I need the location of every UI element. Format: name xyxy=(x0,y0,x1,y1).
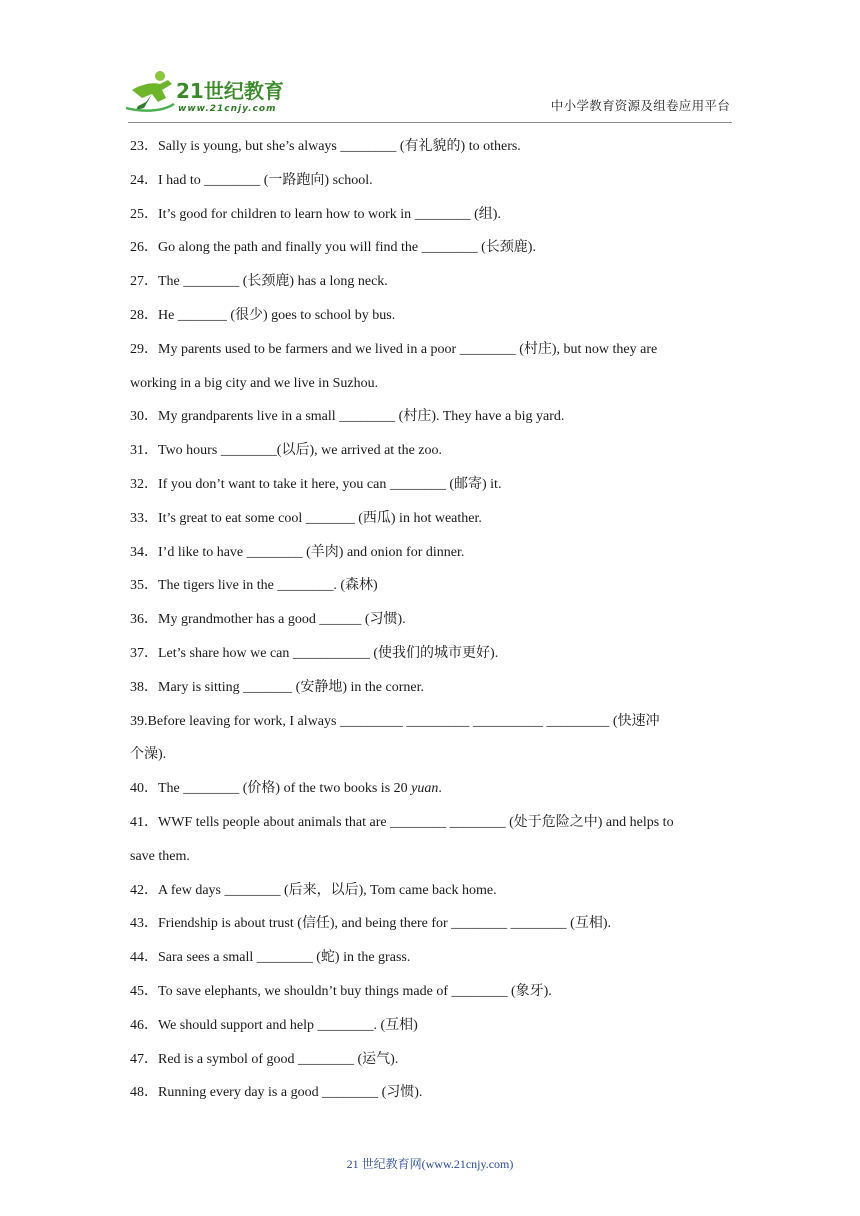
svg-text:www.21cnjy.com: www.21cnjy.com xyxy=(178,104,277,114)
platform-title: 中小学教育资源及组卷应用平台 xyxy=(550,98,730,113)
question-list xyxy=(130,130,732,1110)
question-text: A few days ________ (后来，以后), Tom came back home. xyxy=(158,882,497,898)
question-text: . xyxy=(438,781,442,797)
question-number: 25． xyxy=(130,206,158,222)
question-text: We should support and help ________. (互相) xyxy=(158,1017,418,1033)
question-number: 30． xyxy=(130,409,158,425)
question-number: 36． xyxy=(130,612,158,628)
question-number: 37． xyxy=(130,645,158,661)
question-item xyxy=(130,671,732,705)
question-number: 38． xyxy=(130,679,158,695)
question-item xyxy=(130,637,732,671)
runner-logo-icon xyxy=(122,68,292,116)
question-text: Mary is sitting _______ (安静地) in the corner. xyxy=(158,679,424,695)
question-text: To save elephants, we shouldn’t buy things made of ________ (象牙). xyxy=(158,983,552,999)
question-text: My grandparents live in a small ________ (村庄). They have a big yard. xyxy=(158,409,565,425)
question-item xyxy=(130,1076,732,1110)
question-text: Sally is young, but she’s always ________ (有礼貌的) to others. xyxy=(158,139,521,154)
question-item xyxy=(130,299,732,333)
svg-text:21世纪教育: 21世纪教育 xyxy=(176,79,284,103)
question-text: Two hours ________(以后), we arrived at the zoo. xyxy=(158,443,443,459)
question-number: 39. xyxy=(130,713,148,729)
question-item xyxy=(130,536,732,570)
question-item xyxy=(130,941,732,975)
question-text: Running every day is a good ________ (习惯). xyxy=(158,1085,423,1101)
question-text: If you don’t want to take it here, you can ________ (邮寄) it. xyxy=(158,476,502,492)
question-item xyxy=(130,603,732,637)
question-item xyxy=(130,130,732,164)
question-text: The ________ (长颈鹿) has a long neck. xyxy=(158,274,388,290)
question-item xyxy=(130,468,732,502)
question-number: 23． xyxy=(130,139,158,154)
question-item xyxy=(130,1043,732,1077)
question-text: Let’s share how we can ___________ (使我们的城市更好). xyxy=(158,645,499,661)
question-text: My grandmother has a good ______ (习惯). xyxy=(158,612,406,628)
question-number: 26． xyxy=(130,240,158,256)
question-item xyxy=(130,874,732,908)
site-logo xyxy=(122,68,292,116)
question-number: 28． xyxy=(130,307,158,323)
question-item xyxy=(130,164,732,198)
page-footer: 21 世纪教育网(www.21cnjy.com) xyxy=(346,1157,514,1171)
question-text: Friendship is about trust (信任), and being there for ________ ________ (互相). xyxy=(158,916,611,932)
question-number: 41． xyxy=(130,814,158,830)
question-number: 42． xyxy=(130,882,158,898)
question-item xyxy=(130,333,732,367)
question-italic-text: yuan xyxy=(411,781,439,797)
question-item xyxy=(130,400,732,434)
question-item xyxy=(130,1009,732,1043)
question-text: Before leaving for work, I always _________ _________ __________ _________ (快速冲 xyxy=(147,713,660,729)
question-number: 32． xyxy=(130,476,158,492)
question-number: 31． xyxy=(130,443,158,459)
question-text: It’s good for children to learn how to work in ________ (组). xyxy=(158,206,501,222)
question-number: 40． xyxy=(130,781,158,797)
question-number: 47． xyxy=(130,1051,158,1067)
question-number: 27． xyxy=(130,274,158,290)
question-number: 34． xyxy=(130,544,158,560)
question-item xyxy=(130,434,732,468)
question-item xyxy=(130,975,732,1009)
question-continuation: 个澡). xyxy=(130,747,167,763)
question-number: 24． xyxy=(130,172,158,188)
question-text: He _______ (很少) goes to school by bus. xyxy=(158,307,396,323)
question-item xyxy=(130,569,732,603)
question-text: WWF tells people about animals that are ________ ________ (处于危险之中) and helps to xyxy=(158,814,674,830)
question-text: My parents used to be farmers and we lived in a poor ________ (村庄), but now they are xyxy=(158,341,658,357)
question-text: The ________ (价格) of the two books is 20 xyxy=(158,781,412,797)
question-continuation: working in a big city and we live in Suzhou. xyxy=(130,375,379,391)
question-item xyxy=(130,907,732,941)
question-number: 46． xyxy=(130,1017,158,1033)
header-divider xyxy=(128,122,732,123)
question-number: 33． xyxy=(130,510,158,526)
question-text: I’d like to have ________ (羊肉) and onion for dinner. xyxy=(158,544,465,560)
question-number: 48． xyxy=(130,1085,158,1101)
question-text: Red is a symbol of good ________ (运气). xyxy=(158,1051,399,1067)
question-item xyxy=(130,772,732,806)
question-text: The tigers live in the ________. (森林) xyxy=(158,578,378,594)
question-number: 29． xyxy=(130,341,158,357)
question-text: It’s great to eat some cool _______ (西瓜) in hot weather. xyxy=(158,510,482,526)
page-header xyxy=(0,0,860,124)
question-item xyxy=(130,231,732,265)
question-continuation: save them. xyxy=(130,848,190,864)
question-text: Sara sees a small ________ (蛇) in the grass. xyxy=(158,950,411,966)
question-number: 44． xyxy=(130,950,158,966)
question-item xyxy=(130,705,732,739)
question-number: 35． xyxy=(130,578,158,594)
question-item xyxy=(130,806,732,840)
question-item xyxy=(130,265,732,299)
question-text: Go along the path and finally you will find the ________ (长颈鹿). xyxy=(158,240,536,256)
question-item xyxy=(130,502,732,536)
question-number: 43． xyxy=(130,916,158,932)
question-number: 45． xyxy=(130,983,158,999)
question-item xyxy=(130,198,732,232)
question-text: I had to ________ (一路跑向) school. xyxy=(158,172,373,188)
